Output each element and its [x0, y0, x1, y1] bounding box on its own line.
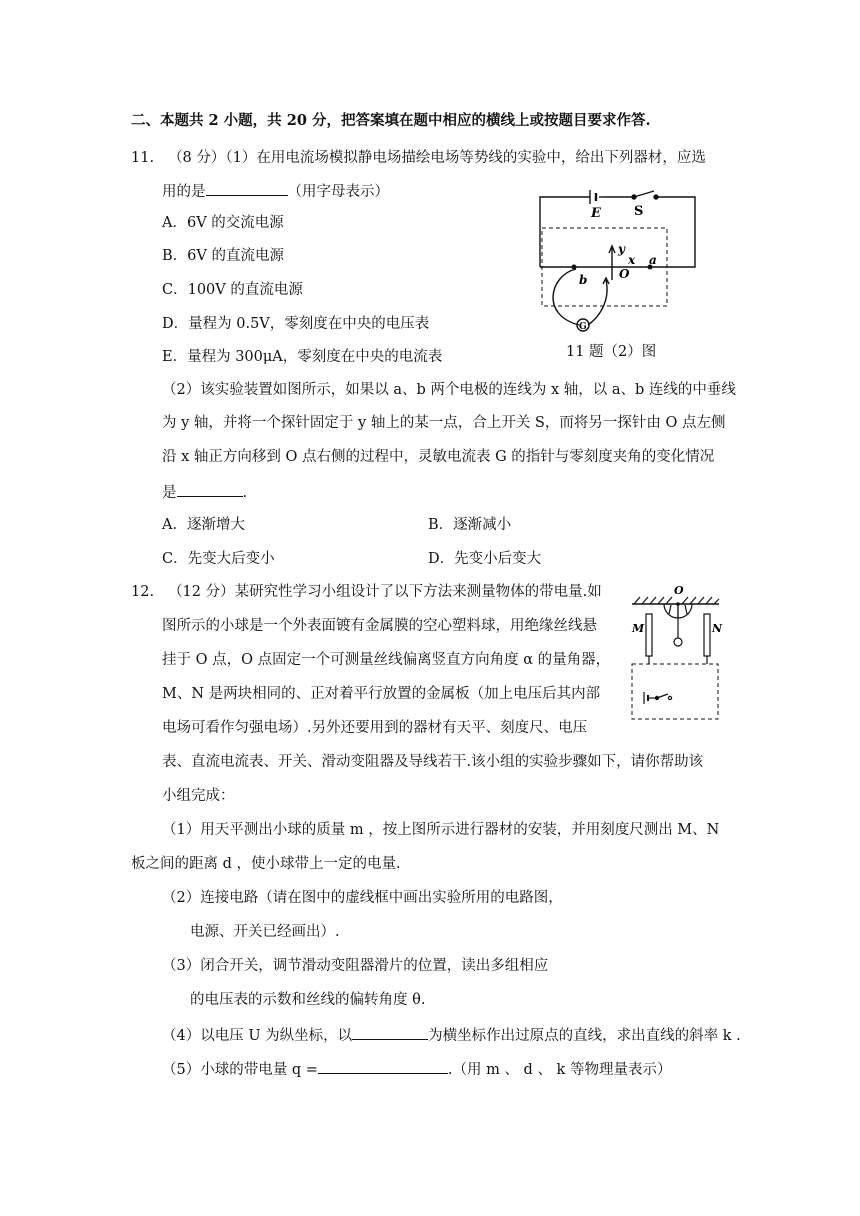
label-g: G	[579, 322, 587, 332]
q12-intro-line-1: 某研究性学习小组设计了以下方法来测量物体的带电量.如	[234, 584, 602, 600]
q12-step2-line-2: 电源、开关已经画出）.	[190, 924, 340, 940]
answer-prefix: 用的是	[162, 184, 206, 200]
apparatus-figure-12	[624, 584, 724, 724]
answer-blank-12-4[interactable]	[352, 1024, 428, 1040]
q12-intro-line-6: 表、直流电流表、开关、滑动变阻器及导线若干.该小组的实验步骤如下，请你帮助该	[162, 754, 704, 770]
q12-intro-line-7: 小组完成：	[162, 788, 235, 804]
label-y: y	[618, 242, 625, 256]
answer-prefix: （5）小球的带电量 q =	[162, 1062, 318, 1078]
option-11-1-b: B．6V 的直流电源	[162, 248, 284, 264]
q12-step3-line-2: 的电压表的示数和丝线的偏转角度 θ.	[190, 992, 426, 1008]
figure-11-caption: 11 题（2）图	[566, 344, 657, 360]
answer-blank-11-1[interactable]	[206, 180, 288, 196]
option-11-2-c: C．先变大后变小	[162, 551, 275, 567]
label-o: O	[674, 584, 684, 597]
answer-blank-12-5[interactable]	[318, 1058, 448, 1074]
option-11-1-a: A．6V 的交流电源	[162, 215, 284, 231]
question-11-answer-line-1	[162, 180, 389, 202]
answer-suffix: （用字母表示）	[287, 184, 389, 200]
label-e: E	[591, 206, 601, 221]
option-11-1-c: C．100V 的直流电源	[162, 282, 303, 298]
question-12-points: （12 分）	[168, 584, 235, 600]
question-11-points: （8 分）	[168, 150, 226, 166]
label-s: S	[634, 204, 644, 219]
section-header: 二、本题共 2 小题，共 20 分，把答案填在题中相应的横线上或按题目要求作答.	[131, 112, 651, 129]
label-o: O	[619, 267, 630, 281]
q12-step5	[162, 1058, 671, 1080]
q12-intro-line-4: M、N 是两块相同的、正对着平行放置的金属板（加上电压后其内部	[162, 686, 601, 702]
option-11-1-d: D．量程为 0.5V，零刻度在中央的电压表	[162, 316, 430, 332]
q11-part2-line-3: 沿 x 轴正方向移到 O 点右侧的过程中，灵敏电流表 G 的指针与零刻度夹角的变化情况	[162, 449, 715, 465]
answer-suffix: .（用 m 、 d 、 k 等物理量表示）	[447, 1062, 672, 1078]
answer-suffix: .	[242, 485, 248, 501]
circuit-figure-11	[530, 180, 710, 338]
q12-intro-line-3: 挂于 O 点，O 点固定一个可测量丝线偏离竖直方向角度 α 的量角器，	[162, 652, 611, 668]
q11-part2-line-4	[162, 481, 247, 503]
answer-blank-11-2[interactable]	[177, 481, 243, 497]
label-n: N	[712, 622, 723, 635]
question-11-part1-intro: （1）在用电流场模拟静电场描绘电场等势线的实验中，给出下列器材，应选	[225, 150, 706, 166]
q12-intro-line-2: 图所示的小球是一个外表面镀有金属膜的空心塑料球，用绝缘丝线悬	[162, 618, 597, 634]
option-11-1-e: E．量程为 300μA，零刻度在中央的电流表	[162, 349, 443, 365]
question-11-number: 11.	[131, 150, 155, 166]
q11-part2-line-2: 为 y 轴，并将一个探针固定于 y 轴上的某一点，合上开关 S，而将另一探针由 O 点左侧	[162, 415, 726, 431]
label-x: x	[628, 253, 636, 267]
option-11-2-a: A．逐渐增大	[162, 517, 245, 533]
option-11-2-d: D．先变小后变大	[428, 551, 542, 567]
answer-prefix: （4）以电压 U 为纵坐标，以	[162, 1028, 353, 1044]
q11-part2-line-1: （2）该实验装置如图所示，如果以 a、b 两个电极的连线为 x 轴，以 a、b 连线的中垂线	[162, 382, 736, 398]
label-b: b	[579, 273, 588, 287]
question-12-number: 12.	[131, 584, 155, 600]
q12-step1-line-1: （1）用天平测出小球的质量 m ，按上图所示进行器材的安装，并用刻度尺测出 M、N	[162, 822, 720, 838]
answer-prefix: 是	[162, 485, 177, 501]
label-m: M	[632, 622, 645, 635]
question-11-first-line	[131, 148, 706, 168]
q12-step4	[162, 1024, 741, 1046]
q12-intro-line-5: 电场可看作匀强电场）.另外还要用到的器材有天平、刻度尺、电压	[162, 720, 588, 736]
q12-step2-line-1: （2）连接电路（请在图中的虚线框中画出实验所用的电路图，	[162, 890, 563, 906]
q12-step1-line-2: 板之间的距离 d ，使小球带上一定的电量.	[131, 856, 401, 872]
q12-step3-line-1: （3）闭合开关，调节滑动变阻器滑片的位置，读出多组相应	[162, 958, 549, 974]
label-a: a	[649, 253, 657, 267]
option-11-2-b: B．逐渐减小	[428, 517, 512, 533]
answer-suffix: 为横坐标作出过原点的直线，求出直线的斜率 k .	[428, 1028, 741, 1044]
question-12-first-line	[131, 582, 602, 602]
